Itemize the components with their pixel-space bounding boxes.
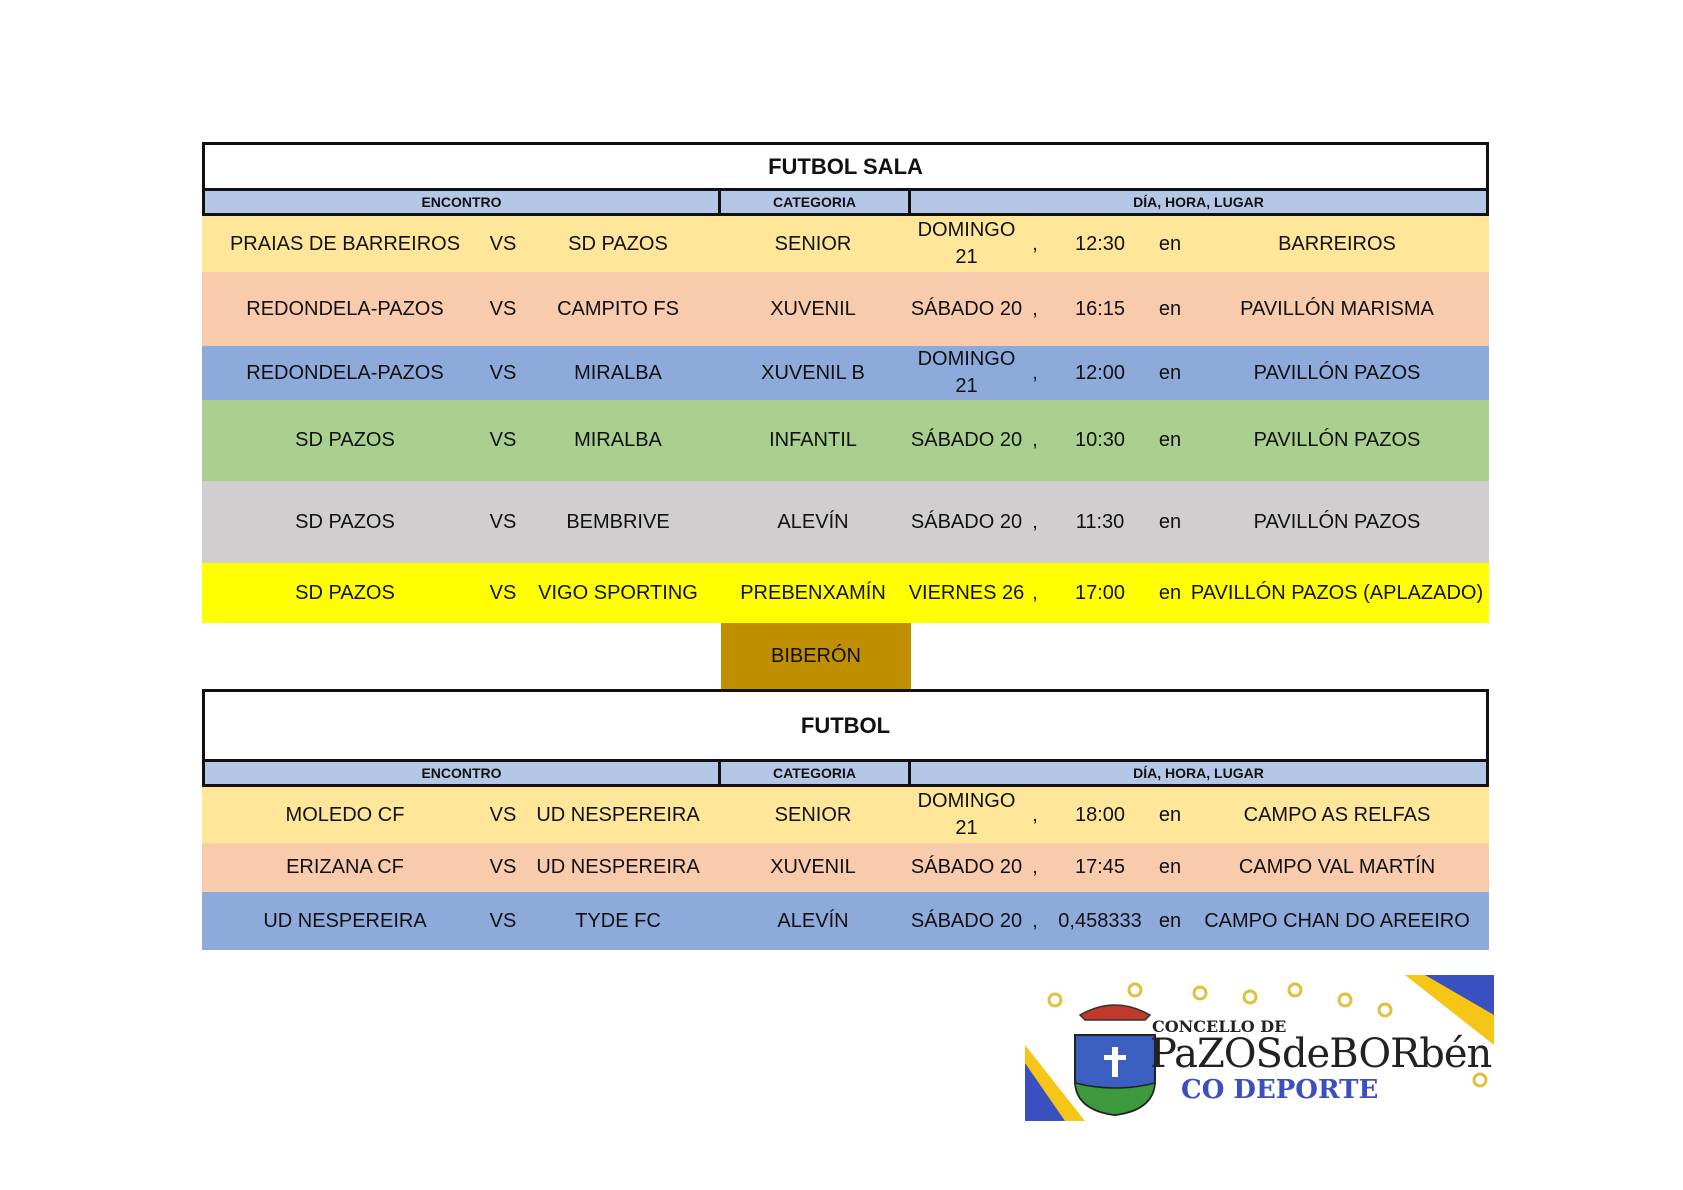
- vs-label: VS: [489, 297, 517, 320]
- match-day: VIERNES 26: [908, 581, 1025, 604]
- separator: ,: [1032, 510, 1038, 533]
- match-day: SÁBADO 20: [910, 909, 1023, 932]
- home-team: UD NESPEREIRA: [263, 909, 427, 932]
- header-categoria: CATEGORIA: [721, 762, 911, 784]
- en-label: en: [1158, 581, 1182, 604]
- home-team: REDONDELA-PAZOS: [246, 297, 444, 320]
- venue: PAVILLÓN PAZOS: [1253, 429, 1421, 451]
- separator: ,: [1032, 232, 1038, 255]
- away-team: MIRALBA: [574, 361, 662, 384]
- category: ALEVÍN: [777, 510, 849, 533]
- header-encontro: ENCONTRO: [205, 191, 721, 213]
- separator: ,: [1032, 803, 1038, 826]
- away-team: VIGO SPORTING: [538, 581, 698, 604]
- category: SENIOR: [774, 232, 852, 255]
- separator: ,: [1032, 429, 1038, 451]
- separator: ,: [1032, 909, 1038, 932]
- category: SENIOR: [774, 803, 852, 826]
- separator: ,: [1032, 856, 1038, 878]
- match-day: DOMINGO 21: [917, 790, 1016, 839]
- match-day: SÁBADO 20: [910, 429, 1023, 451]
- match-time: 12:30: [1074, 232, 1126, 255]
- table-row: [202, 843, 1489, 892]
- en-label: en: [1158, 297, 1182, 320]
- table-row: [202, 563, 1489, 623]
- table-row: [202, 787, 1489, 843]
- logo-line2: PaZOSdeBORbén: [1150, 1031, 1492, 1077]
- match-time: 11:30: [1075, 510, 1125, 533]
- en-label: en: [1158, 361, 1182, 384]
- futbol-sala-rows: [202, 216, 1489, 623]
- category: XUVENIL: [770, 297, 856, 320]
- table-row: [202, 400, 1489, 481]
- vs-label: VS: [489, 803, 517, 826]
- category: PREBENXAMÍN: [740, 581, 886, 604]
- match-time: 17:00: [1074, 581, 1126, 604]
- concello-logo: [1025, 975, 1494, 1121]
- match-time: 16:15: [1074, 297, 1126, 320]
- en-label: en: [1158, 510, 1182, 533]
- futbol-sala-title: FUTBOL SALA: [202, 142, 1489, 191]
- header-dia-hora-lugar: DÍA, HORA, LUGAR: [1133, 194, 1264, 210]
- logo-line1: CONCELLO DE: [1152, 1017, 1287, 1036]
- venue: CAMPO VAL MARTÍN: [1238, 856, 1436, 878]
- match-day: SÁBADO 20: [910, 510, 1023, 533]
- separator: ,: [1032, 581, 1038, 604]
- header-dia-hora-lugar: DÍA, HORA, LUGAR: [1133, 765, 1264, 781]
- match-time: 18:00: [1074, 803, 1126, 826]
- match-day: SÁBADO 20: [910, 856, 1023, 878]
- table-row: [202, 481, 1489, 563]
- header-encontro: ENCONTRO: [205, 762, 721, 784]
- venue: CAMPO CHAN DO AREEIRO: [1204, 909, 1470, 932]
- away-team: MIRALBA: [574, 429, 662, 451]
- match-time: 17:45: [1074, 856, 1126, 878]
- match-time: 10:30: [1074, 429, 1126, 451]
- table-row: [202, 216, 1489, 272]
- header-categoria: CATEGORIA: [721, 191, 911, 213]
- away-team: BEMBRIVE: [566, 510, 670, 533]
- venue: PAVILLÓN PAZOS: [1253, 510, 1421, 533]
- en-label: en: [1158, 429, 1182, 451]
- en-label: en: [1158, 232, 1182, 255]
- category: ALEVÍN: [777, 909, 849, 932]
- vs-label: VS: [489, 909, 517, 932]
- futbol-table: [202, 689, 1489, 950]
- home-team: SD PAZOS: [295, 429, 395, 451]
- venue: PAVILLÓN PAZOS: [1253, 361, 1421, 384]
- vs-label: VS: [489, 232, 517, 255]
- shield-icon: [1075, 1005, 1155, 1115]
- vs-label: VS: [489, 510, 517, 533]
- match-day: SÁBADO 20: [910, 297, 1023, 320]
- separator: ,: [1032, 297, 1038, 320]
- away-team: CAMPITO FS: [557, 297, 679, 320]
- futbol-title: FUTBOL: [202, 689, 1489, 762]
- biberon-category-cell: BIBERÓN: [721, 623, 911, 689]
- en-label: en: [1158, 909, 1182, 932]
- match-time: 0,458333: [1058, 909, 1142, 932]
- category: XUVENIL: [770, 856, 856, 878]
- venue: CAMPO AS RELFAS: [1243, 803, 1431, 826]
- home-team: ERIZANA CF: [286, 856, 404, 878]
- vs-label: VS: [489, 581, 517, 604]
- away-team: TYDE FC: [575, 909, 661, 932]
- venue: PAVILLÓN PAZOS (APLAZADO): [1190, 581, 1484, 604]
- match-day: DOMINGO 21: [917, 348, 1016, 397]
- match-day: DOMINGO 21: [917, 219, 1016, 268]
- category: INFANTIL: [769, 429, 857, 451]
- futbol-header: [202, 762, 1489, 787]
- vs-label: VS: [489, 429, 517, 451]
- home-team: SD PAZOS: [295, 581, 395, 604]
- en-label: en: [1158, 803, 1182, 826]
- category: XUVENIL B: [761, 361, 865, 384]
- venue: PAVILLÓN MARISMA: [1240, 297, 1434, 320]
- separator: ,: [1032, 361, 1038, 384]
- futbol-sala-header: [202, 191, 1489, 216]
- match-time: 12:00: [1074, 361, 1126, 384]
- away-team: UD NESPEREIRA: [536, 803, 700, 826]
- venue: BARREIROS: [1278, 232, 1396, 255]
- en-label: en: [1158, 856, 1182, 878]
- home-team: REDONDELA-PAZOS: [246, 361, 444, 384]
- table-row: [202, 346, 1489, 400]
- away-team: SD PAZOS: [568, 232, 668, 255]
- futbol-rows: [202, 787, 1489, 950]
- table-row: [202, 272, 1489, 346]
- home-team: SD PAZOS: [295, 510, 395, 533]
- home-team: PRAIAS DE BARREIROS: [229, 232, 461, 255]
- away-team: UD NESPEREIRA: [536, 856, 700, 878]
- futbol-sala-table: [202, 142, 1489, 623]
- vs-label: VS: [489, 361, 517, 384]
- vs-label: VS: [489, 856, 517, 878]
- logo-line3: CO DEPORTE: [1181, 1075, 1379, 1105]
- table-row: [202, 892, 1489, 950]
- home-team: MOLEDO CF: [285, 803, 405, 826]
